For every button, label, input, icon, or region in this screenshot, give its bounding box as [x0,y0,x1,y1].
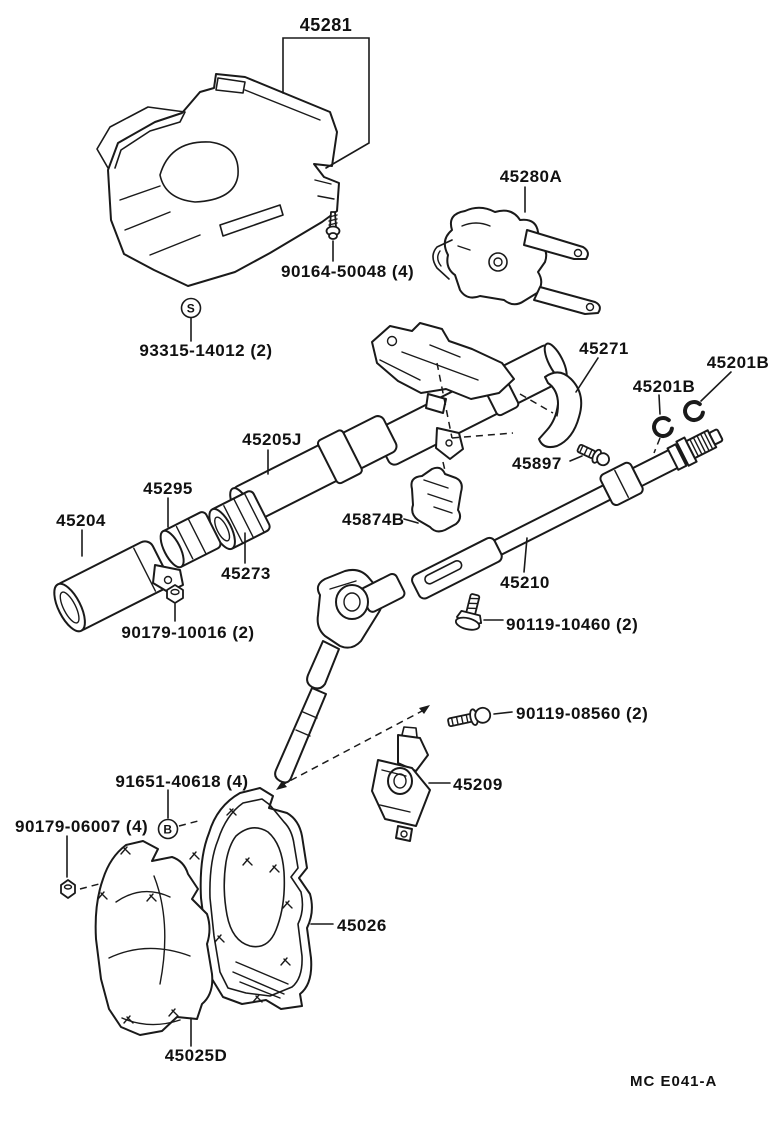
callout-45273: 45273 [221,564,271,583]
callout-45209: 45209 [453,775,503,794]
callout-45295: 45295 [143,479,193,498]
callout-45205J: 45205J [242,430,302,449]
leader-45897 [570,456,582,461]
column-tube-with-bracket [372,323,572,470]
column-lower-universal-joint [307,570,406,689]
marker-b-circle [159,820,178,839]
leader-45271 [576,358,598,392]
leader-45201B-b [701,372,731,401]
callout-45210: 45210 [500,573,550,592]
snap-ring-45201B-b [685,402,703,420]
callout-45897: 45897 [512,454,562,473]
callout-90179-10016: 90179-10016 (2) [121,623,255,642]
mounting-bracket-plate [372,323,514,399]
assembly-dash-ring [654,438,660,453]
marker-b-letter: B [163,822,173,837]
callout-90164: 90164-50048 (4) [281,262,415,281]
leader-45201B-a [659,395,660,414]
intermediate-shaft [275,688,326,782]
part-45874B-clamp [411,468,461,532]
dash-90179-06007 [80,884,99,889]
callout-45204: 45204 [56,511,106,530]
callout-45281: 45281 [299,15,353,35]
callout-45025D: 45025D [164,1046,228,1065]
bolt-90119-08560 [447,706,492,730]
screw-45897 [576,441,612,468]
part-45209-universal-joint [372,727,430,841]
callout-90179-06007: 90179-06007 (4) [15,817,149,836]
callout-45271: 45271 [579,339,629,358]
part-45280A-lock-housing-bracket [433,208,600,314]
callout-45874B: 45874B [342,510,405,529]
drawing-code: MC E041-A [630,1073,718,1090]
callout-93315: 93315-14012 (2) [139,341,273,360]
callout-90119-08560: 90119-08560 (2) [516,704,649,723]
callout-45026: 45026 [337,916,387,935]
snap-ring-45201B-a [654,418,672,436]
marker-s-circle [182,299,201,318]
leader-45874B [404,519,418,523]
part-45281-column-upper-cover [97,74,339,286]
callout-45280A: 45280A [499,167,563,186]
nut-90179-06007 [61,880,75,898]
bolt-90119-10460 [455,592,488,632]
callout-45201B-a: 45201B [632,377,696,396]
part-45204-column-housing [48,538,183,635]
callout-45201B-b: 45201B [706,353,770,372]
leader-90119-08560 [494,712,512,714]
callout-91651: 91651-40618 (4) [115,772,249,791]
part-45025D-column-hole-cover [96,841,213,1035]
dash-91651 [179,821,198,826]
marker-s-letter: S [186,301,196,316]
nut-90179-10016 [167,585,183,603]
callout-90119-10460: 90119-10460 (2) [506,615,639,634]
